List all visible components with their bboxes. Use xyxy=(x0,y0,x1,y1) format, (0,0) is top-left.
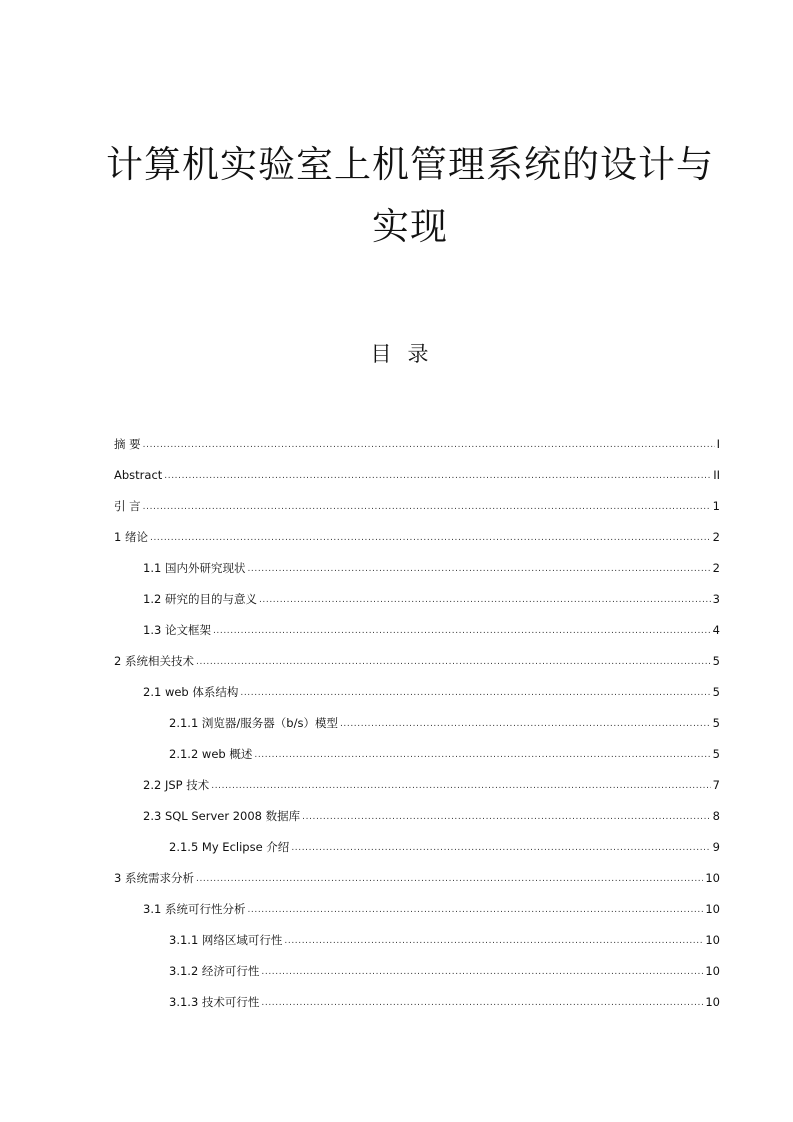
toc-entry-page: II xyxy=(713,468,720,482)
toc-entry-label: Abstract xyxy=(114,468,163,482)
toc-dot-leader xyxy=(254,749,710,761)
toc-entry xyxy=(114,767,720,798)
toc-dot-leader xyxy=(302,811,711,823)
toc-entry-page: 2 xyxy=(712,530,720,544)
toc-entry xyxy=(114,953,720,984)
toc-dot-leader xyxy=(261,997,703,1009)
toc-entry-page: 4 xyxy=(712,623,720,637)
toc-entry-page: 9 xyxy=(712,840,720,854)
toc-entry-page: 1 xyxy=(712,499,720,513)
toc-entry-label: 3.1.3 技术可行性 xyxy=(169,995,260,1009)
toc-entry-page: 7 xyxy=(712,778,720,792)
toc-entry-label: 3.1.1 网络区域可行性 xyxy=(169,933,283,947)
toc-entry-page: 10 xyxy=(705,933,720,947)
toc-entry xyxy=(114,426,720,457)
toc-entry xyxy=(114,984,720,1015)
toc-entry-label: 引 言 xyxy=(114,499,141,513)
toc-dot-leader xyxy=(164,470,711,482)
toc-entry-page: 10 xyxy=(705,902,720,916)
toc-entry-page: 8 xyxy=(712,809,720,823)
toc-dot-leader xyxy=(196,873,703,885)
toc-entry xyxy=(114,922,720,953)
toc-entry-label: 1.2 研究的目的与意义 xyxy=(143,592,257,606)
toc-entry xyxy=(114,829,720,860)
toc-entry-label: 2.1.1 浏览器/服务器（b/s）模型 xyxy=(169,716,338,730)
toc-entry-page: 5 xyxy=(712,747,720,761)
toc-entry-page: 10 xyxy=(705,995,720,1009)
toc-entry xyxy=(114,519,720,550)
toc-entry-label: 3 系统需求分析 xyxy=(114,871,194,885)
toc-entry xyxy=(114,705,720,736)
toc-entry xyxy=(114,643,720,674)
toc-entry xyxy=(114,891,720,922)
toc-entry-label: 1 绪论 xyxy=(114,530,148,544)
toc-entry-page: 10 xyxy=(705,871,720,885)
toc-dot-leader xyxy=(213,625,711,637)
toc-entry xyxy=(114,860,720,891)
toc-entry xyxy=(114,798,720,829)
toc-entry-page: I xyxy=(716,437,720,451)
toc-entry xyxy=(114,612,720,643)
toc-heading: 目录 xyxy=(370,342,445,366)
toc-entry-label: 2 系统相关技术 xyxy=(114,654,194,668)
toc-entry xyxy=(114,457,720,488)
toc-entry-label: 1.3 论文框架 xyxy=(143,623,211,637)
toc-dot-leader xyxy=(340,718,711,730)
toc-entry xyxy=(114,581,720,612)
toc-entry-page: 10 xyxy=(705,964,720,978)
toc-entry xyxy=(114,550,720,581)
toc-entry-label: 2.1 web 体系结构 xyxy=(143,685,239,699)
toc-dot-leader xyxy=(196,656,711,668)
toc-entry-page: 5 xyxy=(712,654,720,668)
toc-dot-leader xyxy=(291,842,710,854)
table-of-contents xyxy=(114,426,720,1015)
toc-entry xyxy=(114,736,720,767)
toc-dot-leader xyxy=(261,966,703,978)
toc-entry-label: 摘 要 xyxy=(114,437,141,451)
document-title: 计算机实验室上机管理系统的设计与实现 xyxy=(106,143,714,248)
toc-entry-label: 3.1.2 经济可行性 xyxy=(169,964,260,978)
toc-dot-leader xyxy=(143,501,711,513)
toc-entry-label: 2.1.2 web 概述 xyxy=(169,747,253,761)
toc-dot-leader xyxy=(247,904,703,916)
toc-dot-leader xyxy=(211,780,710,792)
toc-dot-leader xyxy=(143,439,715,451)
toc-entry-label: 2.3 SQL Server 2008 数据库 xyxy=(143,809,301,823)
toc-dot-leader xyxy=(284,935,703,947)
toc-entry-label: 2.1.5 My Eclipse 介绍 xyxy=(169,840,290,854)
toc-dot-leader xyxy=(240,687,710,699)
toc-dot-leader xyxy=(247,563,710,575)
toc-entry-page: 5 xyxy=(712,685,720,699)
toc-dot-leader xyxy=(259,594,711,606)
toc-entry-label: 3.1 系统可行性分析 xyxy=(143,902,246,916)
toc-entry-page: 3 xyxy=(712,592,720,606)
toc-entry-page: 5 xyxy=(712,716,720,730)
toc-entry xyxy=(114,488,720,519)
toc-entry-label: 1.1 国内外研究现状 xyxy=(143,561,246,575)
toc-entry-label: 2.2 JSP 技术 xyxy=(143,778,210,792)
toc-dot-leader xyxy=(150,532,711,544)
toc-entry xyxy=(114,674,720,705)
toc-entry-page: 2 xyxy=(712,561,720,575)
